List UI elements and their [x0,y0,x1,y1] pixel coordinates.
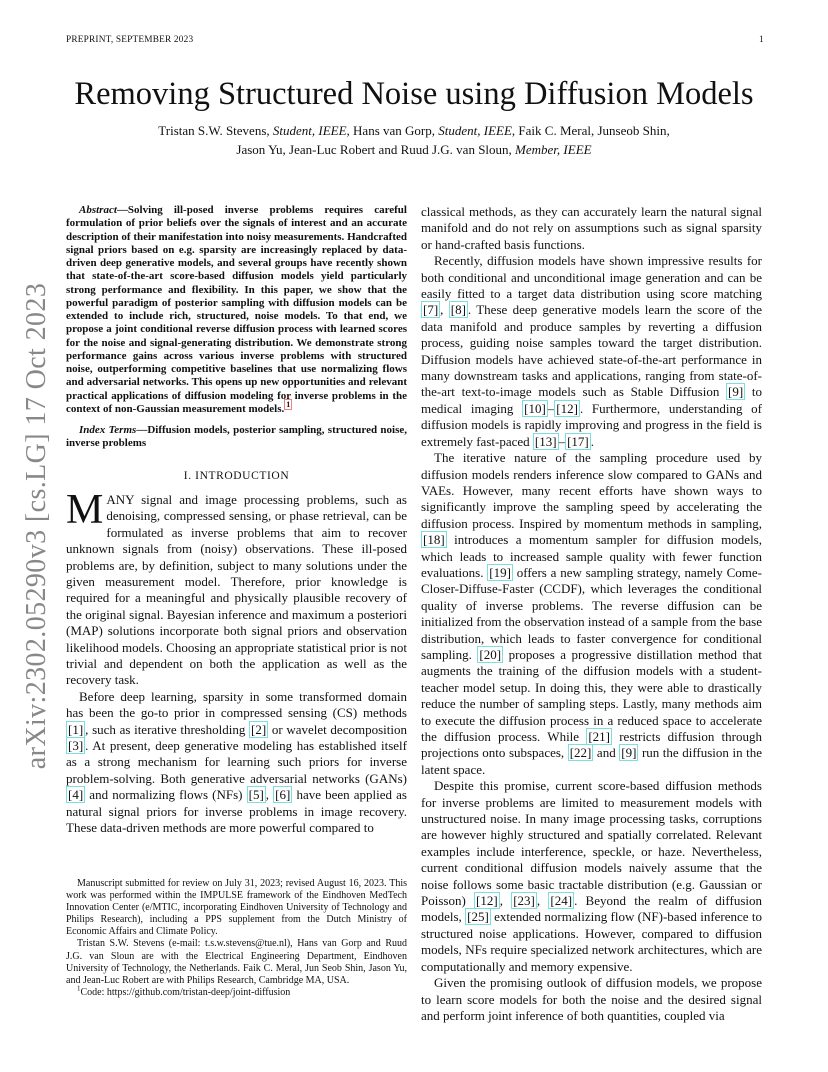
paragraph-text: , [536,893,549,909]
paper-title: Removing Structured Noise using Diffusion Models [74,76,754,112]
citation-link[interactable]: [1] [68,721,84,737]
paragraph-text: and normalizing flows (NFs) [85,787,247,803]
paragraph-text: signal and image processing problems, such as denoising, compressed sensing, or phase retrieval, can be formulated as inverse problems that aim to recover unknown signals from (noisy) observations. These ill-posed problems are, by definition, subject to many solutions under the given measurement model. Therefore, prior knowledge is required for a meaningful and physically plausible recovery of the original signal. Bayesian inference and maximum a posteriori (MAP) solutions incorporate both signal priors and observation likelihood models. Choosing an appropriate statistical prior is not trivial and dependent on both the application as well as the recovery task. [66,491,407,688]
section-heading: I. INTRODUCTION [183,469,290,482]
paragraph-text: have been applied as natural signal priors for inverse problems in image recovery. These data-driven methods are more powerful compared to [66,787,407,836]
citation-link[interactable]: [18] [423,532,445,548]
paragraph-text: restricts diffusion through projections onto subspaces, [421,729,762,761]
author-role: Member, IEEE [515,142,592,157]
running-header: PREPRINT, SEPTEMBER 2023 [66,35,194,45]
paragraph-text: Before deep learning, sparsity in some transformed domain has been the go-to prior in compressed sensing (CS) methods [66,688,407,721]
citation-link[interactable]: [4] [68,787,84,803]
author-text: Jason Yu, Jean-Luc Robert and Ruud J.G. van Sloun, [236,142,516,157]
paragraph-text: – [558,433,566,449]
abstract-text: —Solving ill-posed inverse problems requires careful formulation of prior beliefs over the signals of interest and an accurate description of their manifestation into noisy measurements. Handcrafted signal priors based on e.g. sparsity are increasingly replaced by data-driven deep generative models, and several groups have recently shown that state-of-the-art score-based diffusion models yield particularly strong performance and flexibility. In this paper, we show that the powerful paradigm of posterior sampling with diffusion models can be extended to include rich, structured, noise models. To that end, we propose a joint conditional reverse diffusion process with learned scores for the noise and signal-generating distribution. We demonstrate strong performance gains across various inverse problems with structured noise, outperforming competitive baselines that use normalizing flows and adversarial networks. This opens up new opportunities and relevant practical applications of diffusion modeling for inverse problems in the context of non-Gaussian measurement models. [66,204,407,415]
citation-link[interactable]: [5] [248,787,264,803]
paragraph-text: introduces a momentum sampler for diffusion models, which leads to increased sample quality with fewer function evaluations. [421,532,762,580]
left-column [66,204,407,836]
paragraph-text: . These deep generative models learn the score of the data manifold and produce samples by reverting a diffusion process, guiding noise samples toward the target distribution. Diffusion models have achieved state-of-the-art performance in many downstream tasks and applications, ranging from state-of-the-art text-to-image models such as Stable Diffusion [421,302,762,400]
paragraph-text: , [499,893,512,909]
paragraph-text: – [547,400,555,416]
citation-link[interactable]: [19] [489,564,511,580]
abstract-label: Abstract [79,204,117,216]
citation-link[interactable]: [9] [728,384,744,400]
author-role: Student, IEEE [438,123,512,138]
arxiv-identifier: arXiv:2302.05290v3 [cs.LG] 17 Oct 2023 [21,282,52,770]
paragraph-text: or wavelet decomposition [268,721,407,737]
intro-paragraph [66,486,407,689]
footnote [66,984,407,999]
body-paragraph [421,778,762,975]
author-text: , Hans van Gorp, [346,123,439,138]
paragraph-text: . Furthermore, understanding of diffusion models is rapidly improving and progress in the field is extremely fast-paced [421,400,762,449]
author-role: Student, IEEE [272,123,347,138]
citation-link[interactable]: [25] [467,909,489,925]
citation-link[interactable]: [7] [423,302,439,318]
paragraph-text: . At present, deep generative modeling has established itself as a strong mechanism for learning such priors for inverse problem-solving. Both generative adversarial networks (GANs) [66,738,407,786]
footnote-mark: 1 [77,984,81,993]
footnote-link[interactable]: 1 [286,400,291,410]
paragraph-text: Despite this promise, current score-based diffusion methods for inverse problems are limited to measurement models with unstructured noise. In many image processing tasks, corruptions are however highly structured and spatially correlated. Relevant examples include interference, speckle, or haze. Nevertheless, current conditional diffusion models naively assume that the noise follows some basic tractable distribution (e.g. Gaussian or Poisson) [421,778,762,909]
author-text: Tristan S.W. Stevens, [158,123,273,138]
citation-link[interactable]: [2] [251,721,267,737]
citation-link[interactable]: [21] [588,729,610,744]
footnotes [66,878,407,999]
citation-link[interactable]: [8] [450,302,466,318]
citation-link[interactable]: [24] [550,893,573,909]
paragraph-text: and [593,745,620,761]
body-paragraph [421,450,762,778]
citation-link[interactable]: [23] [513,893,535,909]
paragraph-text: Recently, diffusion models have shown impressive results for both conditional and unconditional image generation and can be easily fitted to a target data distribution using score matching [421,253,762,302]
footnote: Tristan S.W. Stevens (e-mail: t.s.w.stevens@tue.nl), Hans van Gorp and Ruud J.G. van Sloun are with the Electrical Engineering Department, Eindhoven University of Technology, the Netherlands. Faik C. Meral, Jun Seob Shin, Jason Yu, and Jean-Luc Robert are with Philips Research, Cambridge MA, USA. [66,938,407,986]
paragraph-text: . [590,433,594,449]
paragraph-text: The iterative nature of the sampling procedure used by diffusion models renders inference slow compared to GANs and VAEs. However, many recent efforts have shown ways to significantly improve the sampling speed by accelerating the diffusion process. Inspired by momentum methods in sampling, [421,450,762,531]
paragraph-text: , [265,787,274,803]
footnote-text: Code: https://github.com/tristan-deep/joint-diffusion [80,986,291,998]
citation-link[interactable]: [9] [621,745,637,761]
paragraph-text: extended normalizing flow (NF)-based inference to structured noise applications. However, compared to diffusion models, NFs require specialized network architectures, which are computationally and memory expensive. [421,909,763,974]
citation-link[interactable]: [10] [524,400,546,416]
abstract [66,204,407,416]
citation-link[interactable]: [20] [479,646,502,662]
index-terms-text: —Diffusion models, posterior sampling, structured noise, inverse problems [66,424,407,450]
index-terms-label: Index Terms [79,424,137,436]
citation-link[interactable]: [22] [569,745,592,761]
page-number: 1 [759,35,764,45]
citation-link[interactable]: [3] [68,738,84,753]
citation-link[interactable]: [13] [534,433,557,449]
paragraph-text: offers a new sampling strategy, namely Come-Closer-Diffuse-Faster (CCDF), which leverages the conditional quality of inverse problems. The reverse diffusion can be initialized from the observation instead of a sample from the base distribution, which leads to faster convergence for conditional sampling. [421,564,762,662]
body-paragraph: Given the promising outlook of diffusion models, we propose to learn score models for both the noise and the desired signal and perform joint inference of both quantities, coupled via [421,975,762,1023]
body-paragraph [421,253,762,450]
author-text: , Faik C. Meral, Junseob Shin, [511,123,670,138]
body-paragraph: classical methods, as they can accurately learn the natural signal manifold and do not rely on assumptions such as signal sparsity or hand-crafted basis functions. [421,204,762,252]
citation-link[interactable]: [12] [556,400,578,416]
citation-link[interactable]: [6] [275,787,291,803]
paragraph-text: , [440,302,449,318]
index-terms [66,424,407,451]
paragraph-text: . Beyond the realm of diffusion models, [421,893,763,925]
right-column [421,204,762,1024]
small-caps-word: ANY [106,491,135,507]
author-list [90,121,738,159]
drop-cap: M [66,486,104,533]
citation-link[interactable]: [12] [476,893,498,909]
footnote: Manuscript submitted for review on July 31, 2023; revised August 16, 2023. This work was performed within the IMPULSE framework of the Eindhoven MedTech Innovation Center (e/MTIC, incorporating Eindhoven University of Technology and Philips Research), including a PPS supplement from the Dutch Ministry of Economic Affairs and Climate Policy. [66,878,407,938]
paragraph-text: run the diffusion in the latent space. [421,745,762,777]
arxiv-sidebar [21,282,52,770]
citation-link[interactable]: [17] [567,433,589,449]
paragraph-text: , such as iterative thresholding [85,721,249,737]
intro-paragraph [66,689,407,837]
paragraph-text: proposes a progressive distillation method that augments the training of the diffusion models with a student-teacher model setup. In doing this, they were able to drastically reduce the number of sampling steps. Lastly, many methods aim to execute the diffusion process in a reduced space to accelerate the diffusion process. While [421,646,762,744]
paragraph-text: to medical imaging [421,384,762,416]
